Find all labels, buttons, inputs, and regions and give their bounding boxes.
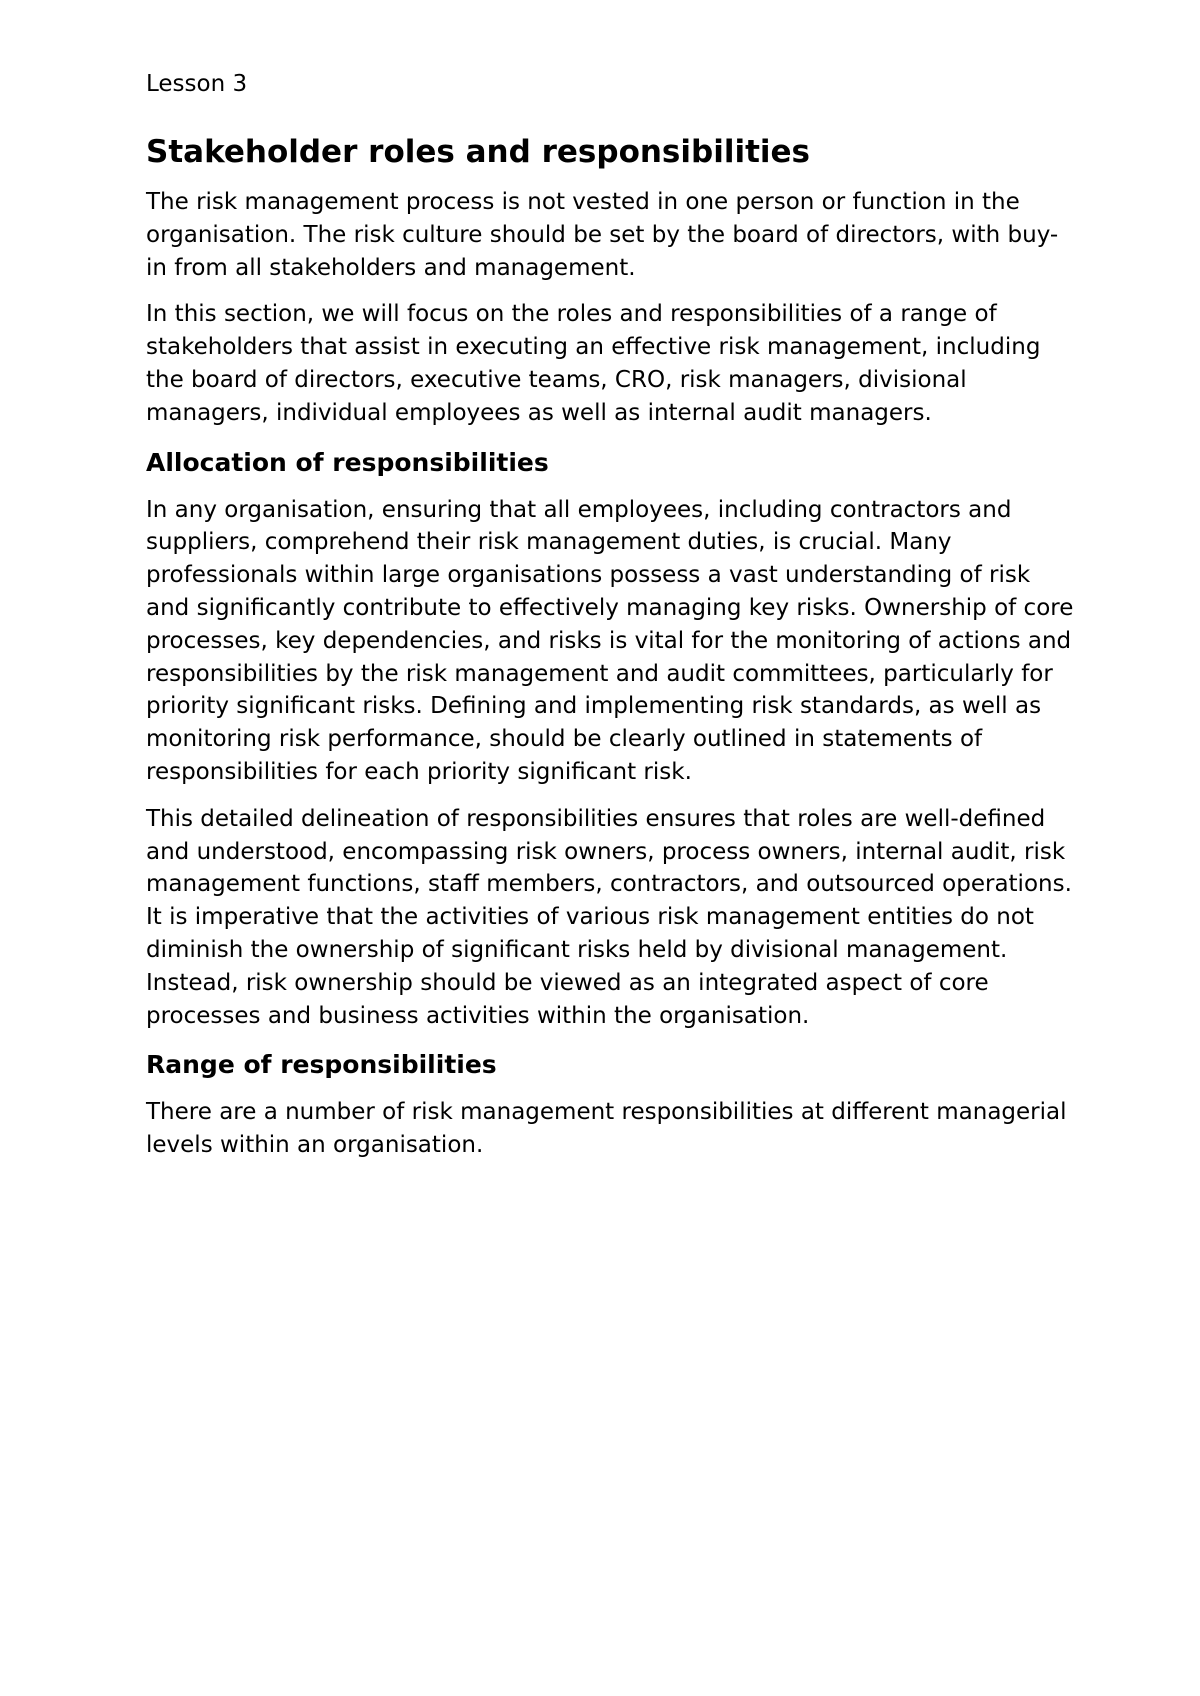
intro-paragraph-1: The risk management process is not vested in one person or function in the organisation. The risk culture should be set by the board of directors, with buy-in from all stakeholders and management. (146, 189, 1059, 281)
intro-paragraph-2: In this section, we will focus on the roles and responsibilities of a range of stakeholders that assist in executing an effective risk management, including the board of directors, executive teams, CRO, risk managers, divisional managers, individual employees as well as internal audit managers. (146, 301, 1041, 426)
page-content (146, 64, 1076, 1176)
section-heading: Range of responsibilities (146, 1050, 497, 1080)
page-title: Stakeholder roles and responsibilities (146, 134, 811, 170)
lesson-label: Lesson 3 (146, 71, 248, 97)
section-paragraph: In any organisation, ensuring that all employees, including contractors and suppliers, comprehend their risk management duties, is crucial. Many professionals within large organisations possess a vast understanding of risk and significantly contribute to effectively managing key risks. Ownership of core processes, key dependencies, and risks is vital for the monitoring of actions and responsibilities by the risk management and audit committees, particularly for priority significant risks. Defining and implementing risk standards, as well as monitoring risk performance, should be clearly outlined in statements of responsibilities for each priority significant risk. (146, 496, 1074, 785)
section-paragraph: There are a number of risk management responsibilities at different managerial levels within an organisation. (146, 1099, 1067, 1159)
section-paragraph: This detailed delineation of responsibilities ensures that roles are well-defined and understood, encompassing risk owners, process owners, internal audit, risk management functions, staff members, contractors, and outsourced operations. It is imperative that the activities of various risk management entities do not diminish the ownership of significant risks held by divisional management. Instead, risk ownership should be viewed as an integrated aspect of core processes and business activities within the organisation. (146, 805, 1072, 1029)
section-heading: Allocation of responsibilities (146, 447, 549, 477)
section-allocation-of-responsibilities (146, 444, 1076, 1033)
section-range-of-responsibilities (146, 1046, 1076, 1162)
